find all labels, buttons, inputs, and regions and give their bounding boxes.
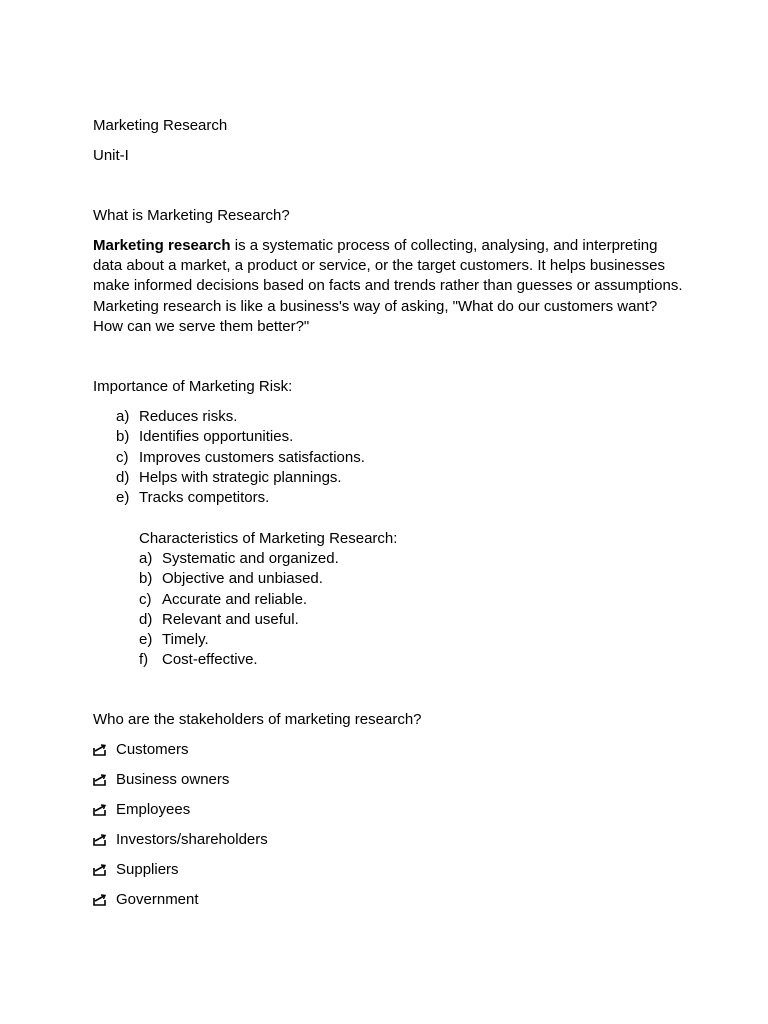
list-marker: a) xyxy=(116,408,130,425)
checkbox-arrow-icon xyxy=(93,743,107,757)
list-item-text: Improves customers satisfactions. xyxy=(139,448,365,466)
list-item-text: Employees xyxy=(116,801,191,818)
list-marker: d) xyxy=(139,610,153,628)
importance-heading: Importance of Marketing Risk: xyxy=(93,378,293,395)
list-item-text: Government xyxy=(116,891,199,908)
list-item-text: Cost-effective. xyxy=(162,651,258,669)
list-marker: b) xyxy=(116,428,130,446)
list-item-text: Systematic and organized. xyxy=(162,550,339,567)
list-item-text: Relevant and useful. xyxy=(162,610,299,628)
list-item-text: Business owners xyxy=(116,771,230,788)
list-marker: e) xyxy=(116,489,130,507)
list-item-text: Reduces risks. xyxy=(139,408,238,425)
list-marker: e) xyxy=(139,631,153,649)
list-item-text: Helps with strategic plannings. xyxy=(139,468,342,486)
checkbox-arrow-icon xyxy=(93,833,107,847)
list-item-text: Objective and unbiased. xyxy=(162,570,323,588)
list-marker: d) xyxy=(116,468,130,486)
document-title: Marketing Research xyxy=(93,117,228,134)
list-marker: b) xyxy=(139,570,153,588)
checkbox-arrow-icon xyxy=(93,773,107,787)
list-marker: a) xyxy=(139,550,153,567)
characteristics-heading: Characteristics of Marketing Research: xyxy=(139,530,398,547)
list-item-text: Customers xyxy=(116,741,189,758)
list-item-text: Investors/shareholders xyxy=(116,831,268,848)
checkbox-arrow-icon xyxy=(93,803,107,817)
definition-paragraph xyxy=(93,236,683,337)
definition-text: is a systematic process of collecting, analysing, and interpreting data about a market, a product or service, or the target customers. It helps businesses make informed decisions based on facts and trends rather than guesses or assumptions. Marketing research is like a business's way of asking, "What do our customers want? How can we serve them better?" xyxy=(93,237,683,335)
list-item-text: Accurate and reliable. xyxy=(162,590,308,608)
checkbox-arrow-icon xyxy=(93,893,107,907)
list-item-text: Identifies opportunities. xyxy=(139,428,294,446)
list-marker: f) xyxy=(139,651,149,669)
checkbox-arrow-icon xyxy=(93,863,107,877)
list-item-text: Suppliers xyxy=(116,861,179,878)
bold-term: Marketing research xyxy=(93,237,231,254)
list-marker: c) xyxy=(116,448,129,466)
stakeholders-heading: Who are the stakeholders of marketing research? xyxy=(93,711,422,728)
list-item-text: Tracks competitors. xyxy=(139,489,270,507)
list-marker: c) xyxy=(139,590,152,608)
list-item-text: Timely. xyxy=(162,631,209,649)
question-heading: What is Marketing Research? xyxy=(93,207,290,224)
unit-label: Unit-I xyxy=(93,147,129,164)
